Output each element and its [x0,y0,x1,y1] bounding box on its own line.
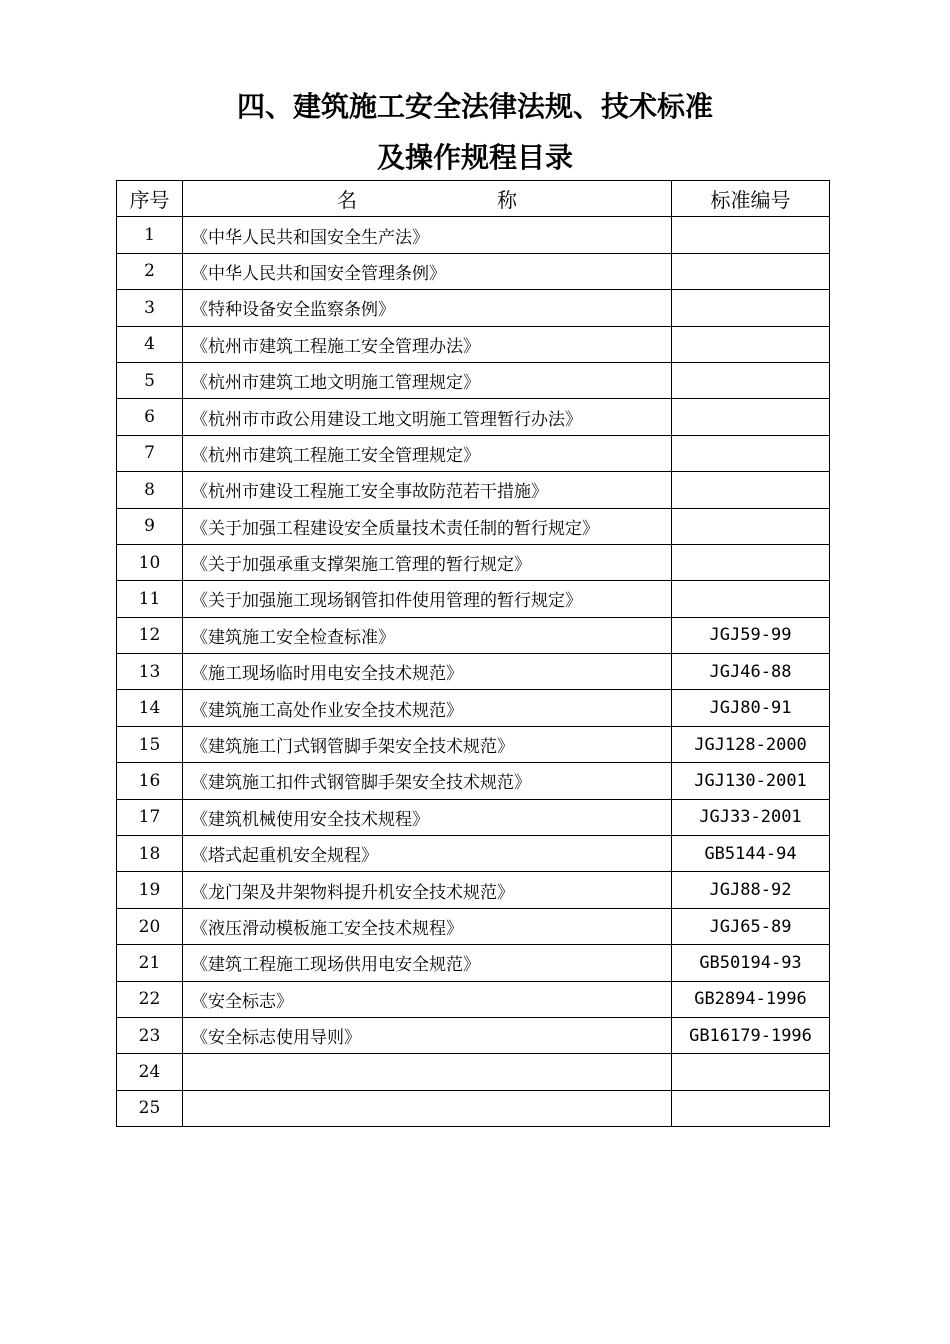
row-standard-number: JGJ128-2000 [672,726,830,762]
row-standard-number: GB2894-1996 [672,981,830,1017]
row-regulation-name: 《液压滑动模板施工安全技术规程》 [183,908,672,944]
table-row [117,726,830,762]
row-serial-number: 9 [117,508,183,544]
row-serial-number: 2 [117,253,183,289]
header-name-char-1: 名 [337,188,357,213]
row-regulation-name: 《安全标志》 [183,981,672,1017]
row-regulation-name: 《关于加强施工现场钢管扣件使用管理的暂行规定》 [183,581,672,617]
row-regulation-name: 《塔式起重机安全规程》 [183,836,672,872]
table-row [117,690,830,726]
row-regulation-name: 《特种设备安全监察条例》 [183,290,672,326]
row-regulation-name: 《建筑机械使用安全技术规程》 [183,799,672,835]
row-standard-number [672,508,830,544]
row-serial-number: 20 [117,908,183,944]
table-header-row [117,181,830,217]
row-serial-number: 1 [117,217,183,253]
table-row [117,908,830,944]
row-standard-number: GB5144-94 [672,836,830,872]
table-row [117,508,830,544]
row-regulation-name: 《安全标志使用导则》 [183,1017,672,1053]
table-row [117,435,830,471]
row-regulation-name: 《杭州市建筑工程施工安全管理办法》 [183,326,672,362]
row-regulation-name: 《杭州市建筑工程施工安全管理规定》 [183,435,672,471]
row-standard-number [672,217,830,253]
row-serial-number: 8 [117,472,183,508]
regulations-catalog-table [116,180,830,1127]
table-row [117,217,830,253]
table-row [117,945,830,981]
row-regulation-name: 《建筑施工门式钢管脚手架安全技术规范》 [183,726,672,762]
document-title-line-1: 四、建筑施工安全法律法规、技术标准 [236,90,713,123]
row-serial-number: 13 [117,654,183,690]
row-standard-number [672,435,830,471]
table-row [117,836,830,872]
row-regulation-name: 《关于加强承重支撑架施工管理的暂行规定》 [183,544,672,580]
row-serial-number: 12 [117,617,183,653]
header-name-char-2: 称 [497,188,517,213]
row-serial-number: 10 [117,544,183,580]
row-regulation-name: 《龙门架及井架物料提升机安全技术规范》 [183,872,672,908]
row-serial-number: 7 [117,435,183,471]
row-standard-number [672,253,830,289]
row-serial-number: 14 [117,690,183,726]
row-serial-number: 6 [117,399,183,435]
table-row [117,1090,830,1126]
row-regulation-name: 《中华人民共和国安全生产法》 [183,217,672,253]
row-regulation-name: 《关于加强工程建设安全质量技术责任制的暂行规定》 [183,508,672,544]
table-row [117,581,830,617]
row-standard-number [672,1054,830,1090]
table-row [117,290,830,326]
row-serial-number: 15 [117,726,183,762]
table-row [117,981,830,1017]
row-serial-number: 16 [117,763,183,799]
row-standard-number: GB16179-1996 [672,1017,830,1053]
row-standard-number: JGJ80-91 [672,690,830,726]
row-standard-number: JGJ46-88 [672,654,830,690]
row-regulation-name: 《建筑施工扣件式钢管脚手架安全技术规范》 [183,763,672,799]
row-serial-number: 19 [117,872,183,908]
table-row [117,1054,830,1090]
row-standard-number [672,1090,830,1126]
row-standard-number: JGJ33-2001 [672,799,830,835]
row-serial-number: 3 [117,290,183,326]
row-standard-number: JGJ130-2001 [672,763,830,799]
header-name [183,181,672,217]
table-row [117,472,830,508]
table-row [117,362,830,398]
header-serial-number: 序号 [117,181,183,217]
row-serial-number: 21 [117,945,183,981]
row-standard-number [672,581,830,617]
row-regulation-name: 《杭州市建设工程施工安全事故防范若干措施》 [183,472,672,508]
row-regulation-name: 《施工现场临时用电安全技术规范》 [183,654,672,690]
row-standard-number [672,290,830,326]
row-standard-number: JGJ59-99 [672,617,830,653]
table-row [117,872,830,908]
row-standard-number [672,326,830,362]
row-regulation-name: 《杭州市市政公用建设工地文明施工管理暂行办法》 [183,399,672,435]
row-serial-number: 18 [117,836,183,872]
table-row [117,544,830,580]
row-regulation-name: 《建筑施工安全检查标准》 [183,617,672,653]
header-standard-number: 标准编号 [672,181,830,217]
row-standard-number [672,362,830,398]
document-title-line-2: 及操作规程目录 [376,141,573,174]
row-serial-number: 23 [117,1017,183,1053]
table-row [117,654,830,690]
row-regulation-name [183,1054,672,1090]
row-regulation-name: 《中华人民共和国安全管理条例》 [183,253,672,289]
row-serial-number: 4 [117,326,183,362]
table-row [117,799,830,835]
row-standard-number [672,472,830,508]
row-serial-number: 5 [117,362,183,398]
row-serial-number: 24 [117,1054,183,1090]
row-serial-number: 22 [117,981,183,1017]
table-row [117,326,830,362]
table-row [117,253,830,289]
row-standard-number: JGJ65-89 [672,908,830,944]
row-serial-number: 25 [117,1090,183,1126]
table-row [117,399,830,435]
table-row [117,617,830,653]
row-standard-number [672,544,830,580]
row-regulation-name: 《建筑施工高处作业安全技术规范》 [183,690,672,726]
row-regulation-name: 《杭州市建筑工地文明施工管理规定》 [183,362,672,398]
table-row [117,763,830,799]
row-regulation-name: 《建筑工程施工现场供用电安全规范》 [183,945,672,981]
row-standard-number: GB50194-93 [672,945,830,981]
row-standard-number [672,399,830,435]
row-regulation-name [183,1090,672,1126]
table-row [117,1017,830,1053]
row-serial-number: 17 [117,799,183,835]
row-standard-number: JGJ88-92 [672,872,830,908]
row-serial-number: 11 [117,581,183,617]
